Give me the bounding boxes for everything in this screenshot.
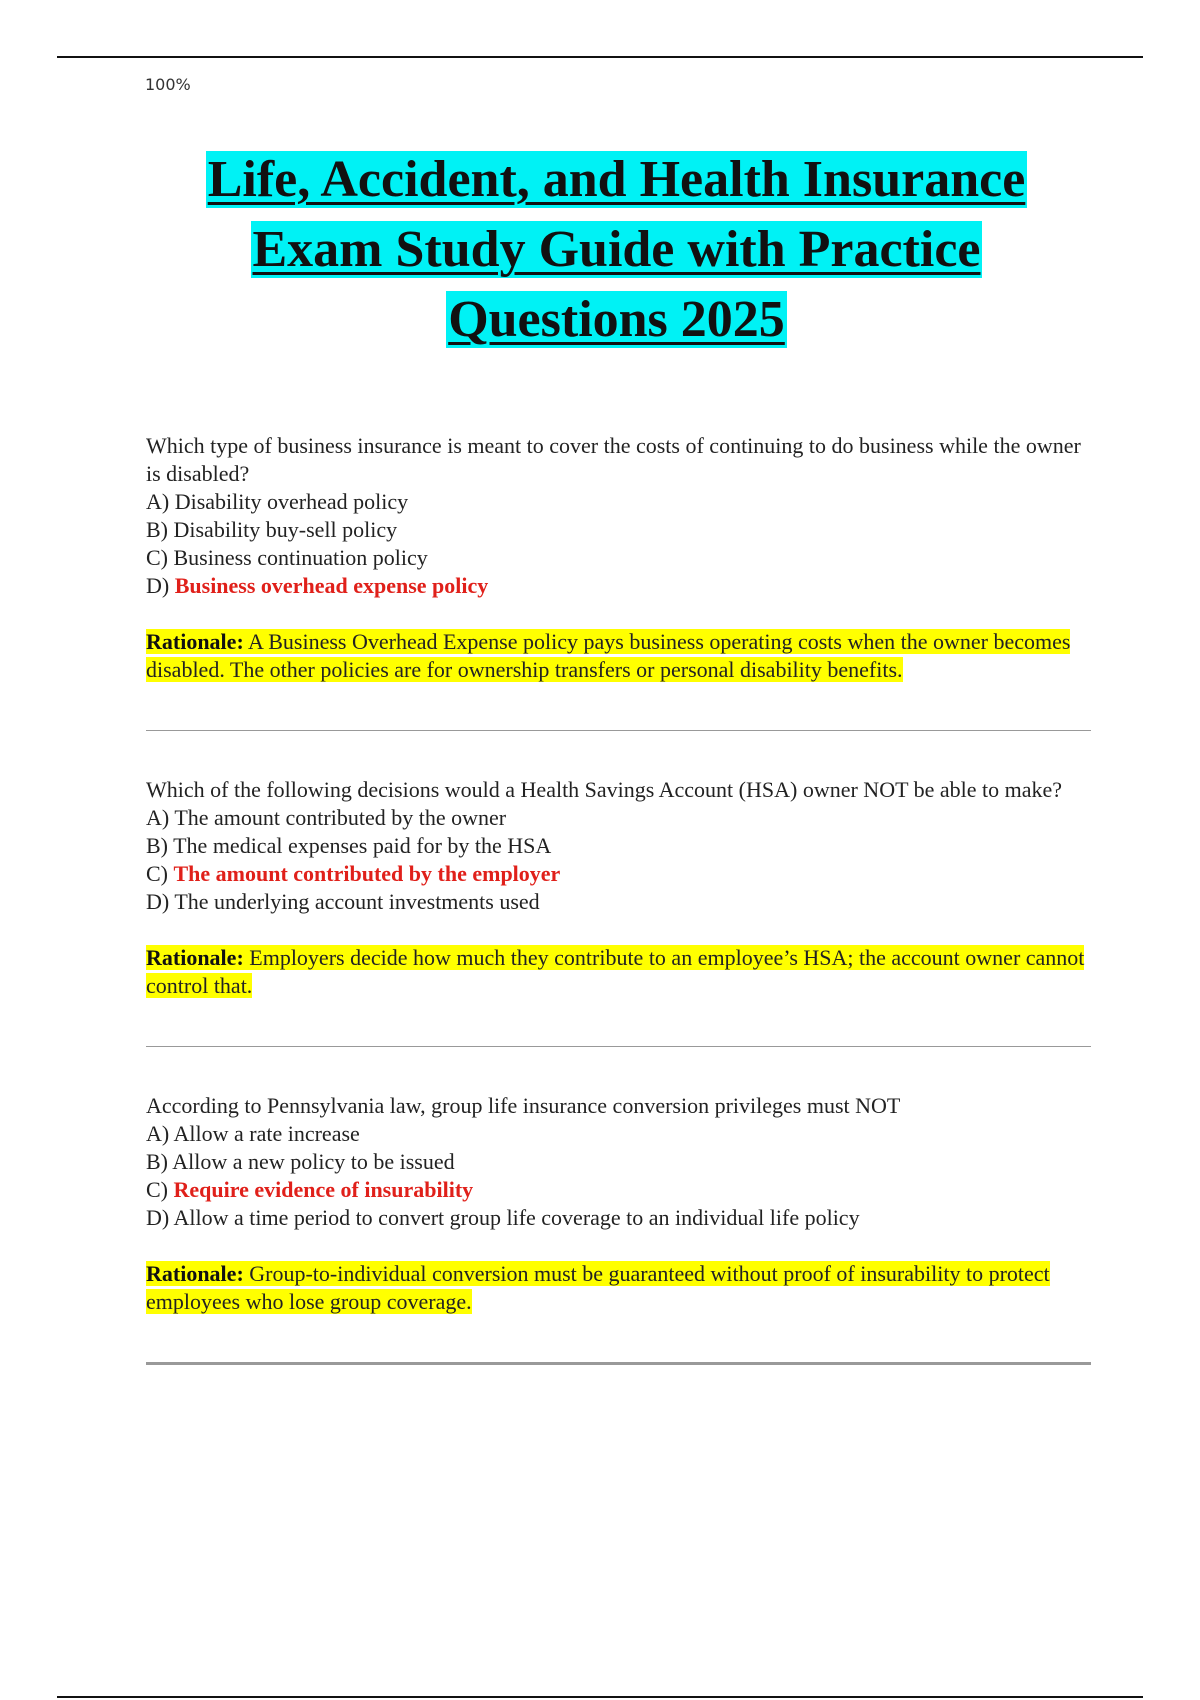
- option-prefix: D): [146, 889, 175, 914]
- separator: [146, 1362, 1091, 1365]
- option-prefix: D): [146, 573, 175, 598]
- option-c-correct: [146, 860, 1091, 888]
- option-prefix: D): [146, 1205, 174, 1230]
- option-text: Disability buy-sell policy: [173, 517, 398, 542]
- option-text: Allow a new policy to be issued: [172, 1149, 455, 1174]
- option-prefix: B): [146, 833, 174, 858]
- separator: [146, 730, 1091, 731]
- zoom-level: 100%: [145, 75, 191, 94]
- question-text: Which of the following decisions would a Health Savings Account (HSA) owner NOT be able to make?: [146, 777, 1063, 802]
- separator: [146, 1046, 1091, 1047]
- option-prefix: A): [146, 805, 175, 830]
- option-text: Business continuation policy: [173, 545, 428, 570]
- question-block: [146, 1092, 1091, 1316]
- correct-answer: Require evidence of insurability: [173, 1177, 474, 1202]
- option-c: [146, 544, 1091, 572]
- rationale: [146, 1260, 1091, 1316]
- title-line-2: Exam Study Guide with Practice: [252, 221, 981, 278]
- option-b: [146, 832, 1091, 860]
- option-a: [146, 1120, 1091, 1148]
- option-d-correct: [146, 572, 1091, 600]
- option-b: [146, 516, 1091, 544]
- option-prefix: C): [146, 861, 174, 886]
- document-title: [100, 145, 1133, 355]
- option-prefix: C): [146, 545, 174, 570]
- option-prefix: B): [146, 517, 174, 542]
- option-d: [146, 888, 1091, 916]
- rationale-label: Rationale:: [146, 1261, 244, 1286]
- option-text: Disability overhead policy: [174, 489, 409, 514]
- option-b: [146, 1148, 1091, 1176]
- option-prefix: C): [146, 1177, 174, 1202]
- bottom-rule: [57, 1696, 1143, 1698]
- rationale-label: Rationale:: [146, 945, 244, 970]
- correct-answer: The amount contributed by the employer: [173, 861, 561, 886]
- option-a: [146, 804, 1091, 832]
- correct-answer: Business overhead expense policy: [174, 573, 489, 598]
- option-text: The underlying account investments used: [174, 889, 540, 914]
- option-text: Allow a rate increase: [173, 1121, 360, 1146]
- option-text: The amount contributed by the owner: [174, 805, 507, 830]
- title-line-3: Questions 2025: [448, 291, 785, 348]
- questions-section: [146, 432, 1091, 1410]
- question-block: [146, 776, 1091, 1000]
- rationale: [146, 944, 1091, 1000]
- option-prefix: B): [146, 1149, 173, 1174]
- option-d: [146, 1204, 1091, 1232]
- option-a: [146, 488, 1091, 516]
- question-text: Which type of business insurance is meant to cover the costs of continuing to do business while the owner is disabled?: [146, 433, 1081, 486]
- option-c-correct: [146, 1176, 1091, 1204]
- rationale-text: Employers decide how much they contribute to an employee’s HSA; the account owner cannot control that.: [146, 945, 1085, 998]
- top-rule: [57, 56, 1143, 58]
- rationale-label: Rationale:: [146, 629, 244, 654]
- rationale: [146, 628, 1091, 684]
- option-prefix: A): [146, 1121, 174, 1146]
- option-text: The medical expenses paid for by the HSA: [173, 833, 552, 858]
- option-prefix: A): [146, 489, 175, 514]
- option-text: Allow a time period to convert group life coverage to an individual life policy: [173, 1205, 860, 1230]
- rationale-text: Group-to-individual conversion must be guaranteed without proof of insurability to protect employees who lose group coverage.: [146, 1261, 1050, 1314]
- title-line-1: Life, Accident, and Health Insurance: [207, 151, 1026, 208]
- rationale-text: A Business Overhead Expense policy pays business operating costs when the owner becomes disabled. The other policies are for ownership transfers or personal disability benefits.: [146, 629, 1071, 682]
- question-text: According to Pennsylvania law, group life insurance conversion privileges must NOT: [146, 1093, 901, 1118]
- question-block: [146, 432, 1091, 684]
